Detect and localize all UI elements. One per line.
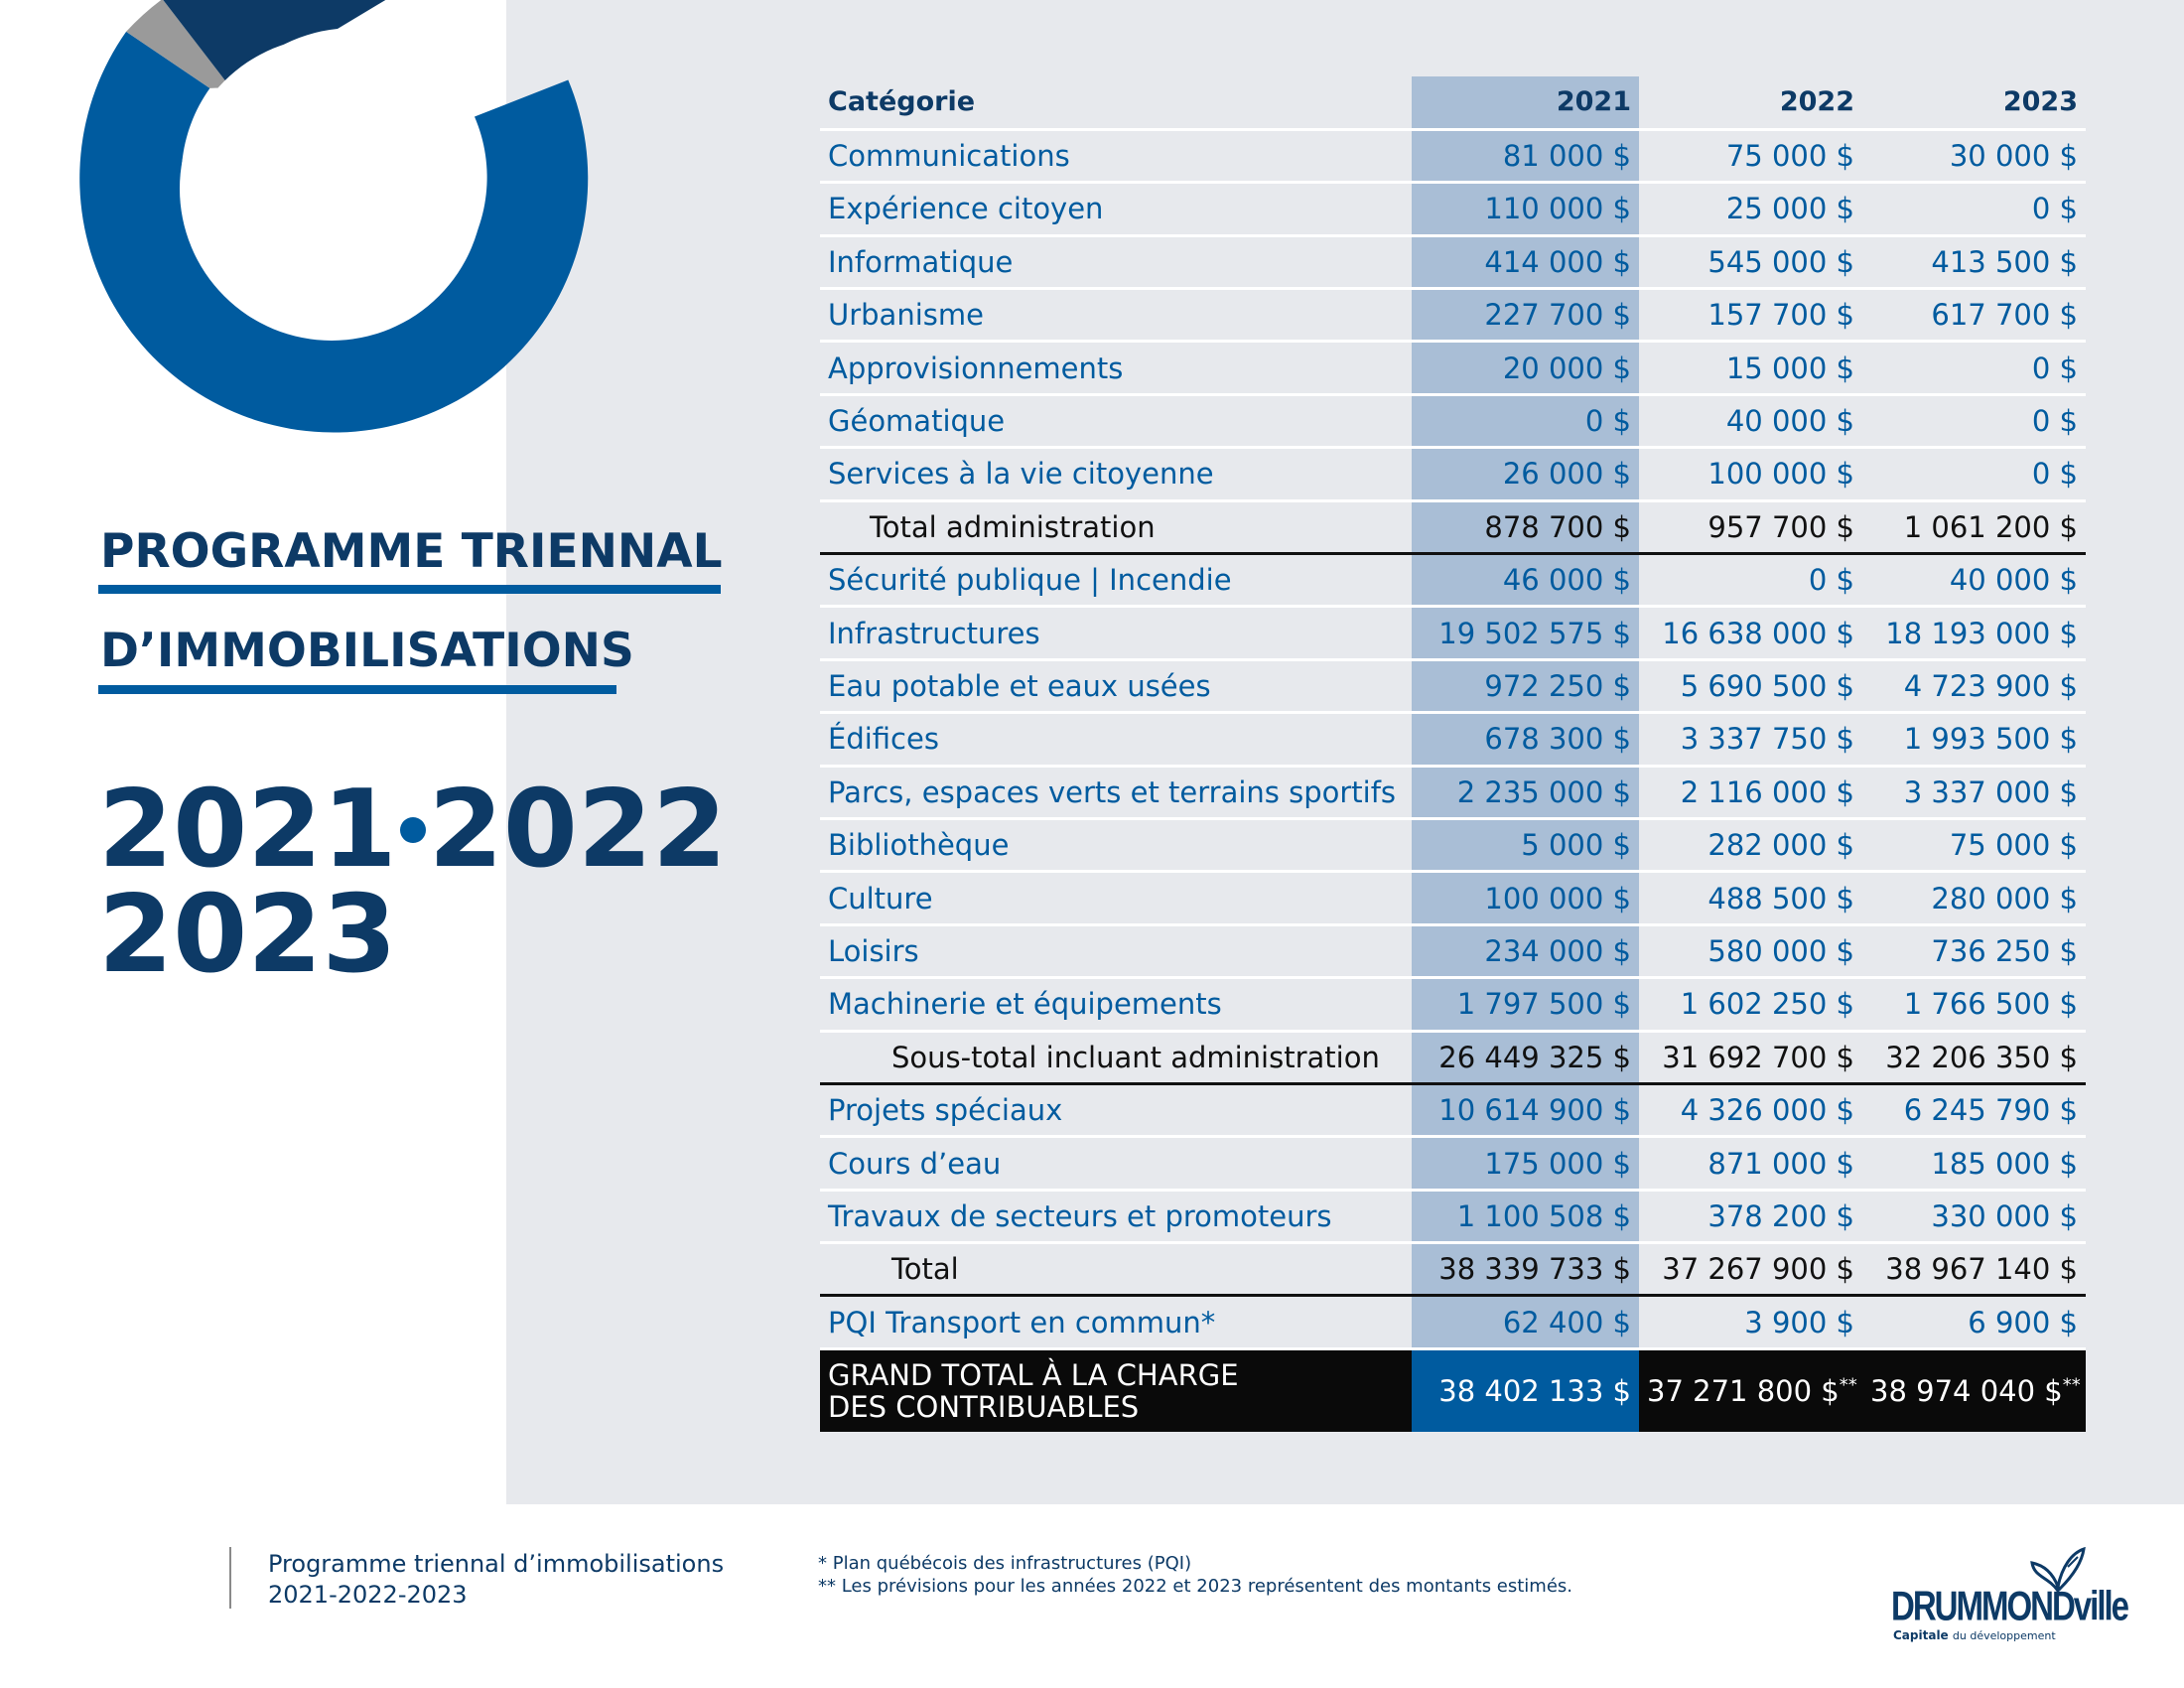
value-2023-cell: 0 $ [1862, 183, 2086, 235]
value-2022-cell: 157 700 $ [1639, 289, 1862, 342]
value-2023-cell: 32 206 350 $ [1862, 1031, 2086, 1083]
logo-wordmark: DRUMMONDville [1891, 1583, 2128, 1629]
value-2021-cell: 46 000 $ [1412, 554, 1639, 607]
category-cell: Informatique [820, 235, 1412, 288]
value-2023-cell: 4 723 900 $ [1862, 659, 2086, 712]
grand-total-2022 [1639, 1348, 1862, 1432]
value-2022-cell: 16 638 000 $ [1639, 607, 1862, 659]
value-2021-cell: 175 000 $ [1412, 1137, 1639, 1190]
value-2022-cell: 957 700 $ [1639, 500, 1862, 553]
category-cell: Sous-total incluant administration [820, 1031, 1412, 1083]
table-row [820, 394, 2086, 447]
table-body [820, 129, 2086, 1432]
table-row [820, 448, 2086, 500]
footnotes [818, 1552, 1572, 1598]
table-total-row [820, 1243, 2086, 1296]
category-cell: Machinerie et équipements [820, 978, 1412, 1031]
table-row [820, 183, 2086, 235]
footer-document-title [268, 1549, 724, 1611]
donut-hole [180, 37, 483, 341]
grand-total-label-line-1: GRAND TOTAL À LA CHARGE [828, 1358, 1239, 1393]
category-cell: Eau potable et eaux usées [820, 659, 1412, 712]
grand-total-2023 [1862, 1348, 2086, 1432]
page-title-line-1: PROGRAMME TRIENNAL [100, 524, 723, 579]
table-row [820, 659, 2086, 712]
year-2023: 2023 [98, 873, 397, 997]
table-row [820, 1083, 2086, 1136]
value-2023-cell: 40 000 $ [1862, 554, 2086, 607]
value-2022-cell: 0 $ [1639, 554, 1862, 607]
value-2022-cell: 4 326 000 $ [1639, 1083, 1862, 1136]
category-cell: Parcs, espaces verts et terrains sportifs [820, 766, 1412, 818]
category-cell: Édifices [820, 713, 1412, 766]
grand-total-label [820, 1348, 1412, 1432]
value-2021-cell: 110 000 $ [1412, 183, 1639, 235]
category-cell: Infrastructures [820, 607, 1412, 659]
value-2022-cell: 15 000 $ [1639, 342, 1862, 394]
value-2021-cell: 100 000 $ [1412, 872, 1639, 924]
grand-total-label-line-2: DES CONTRIBUABLES [828, 1390, 1140, 1425]
category-cell: Total [820, 1243, 1412, 1296]
value-2023-cell: 6 900 $ [1862, 1296, 2086, 1348]
budget-table [820, 76, 2086, 1432]
value-2022-cell: 378 200 $ [1639, 1190, 1862, 1242]
value-2023-cell: 736 250 $ [1862, 924, 2086, 977]
value-2021-cell: 414 000 $ [1412, 235, 1639, 288]
value-2023-cell: 617 700 $ [1862, 289, 2086, 342]
value-2021-cell: 26 000 $ [1412, 448, 1639, 500]
category-cell: Approvisionnements [820, 342, 1412, 394]
header-2023: 2023 [1862, 76, 2086, 129]
value-2023-cell: 330 000 $ [1862, 1190, 2086, 1242]
category-cell: Culture [820, 872, 1412, 924]
table-header-row [820, 76, 2086, 129]
category-cell: Géomatique [820, 394, 1412, 447]
bullet-dot [400, 817, 426, 843]
value-2022-cell: 25 000 $ [1639, 183, 1862, 235]
page-title-line-2: D’IMMOBILISATIONS [100, 624, 634, 678]
value-2023-cell: 30 000 $ [1862, 129, 2086, 182]
header-category: Catégorie [820, 76, 1412, 129]
value-2023-cell: 0 $ [1862, 342, 2086, 394]
value-2021-cell: 0 $ [1412, 394, 1639, 447]
category-cell: Sécurité publique | Incendie [820, 554, 1412, 607]
table-row [820, 289, 2086, 342]
table-row [820, 713, 2086, 766]
table-row [820, 129, 2086, 182]
category-cell: Services à la vie citoyenne [820, 448, 1412, 500]
value-2023-cell: 280 000 $ [1862, 872, 2086, 924]
value-2021-cell: 1 100 508 $ [1412, 1190, 1639, 1242]
footer-title-line-2: 2021-2022-2023 [268, 1581, 468, 1609]
year-2021: 2021 [98, 768, 397, 892]
logo-tagline-bold: Capitale [1893, 1628, 1949, 1642]
value-2023-cell: 185 000 $ [1862, 1137, 2086, 1190]
value-2022-cell: 75 000 $ [1639, 129, 1862, 182]
value-2023-cell: 0 $ [1862, 448, 2086, 500]
category-cell: Travaux de secteurs et promoteurs [820, 1190, 1412, 1242]
value-2023-cell: 413 500 $ [1862, 235, 2086, 288]
table-row [820, 924, 2086, 977]
grand-total-row [820, 1348, 2086, 1432]
value-2022-cell: 871 000 $ [1639, 1137, 1862, 1190]
category-cell: Cours d’eau [820, 1137, 1412, 1190]
header-2021: 2021 [1412, 76, 1639, 129]
footnote-marker: ** [2062, 1374, 2081, 1396]
value-2021-cell: 38 339 733 $ [1412, 1243, 1639, 1296]
value-2022-cell: 488 500 $ [1639, 872, 1862, 924]
value-2023-cell: 6 245 790 $ [1862, 1083, 2086, 1136]
grand-total-2022-value: 37 271 800 $ [1647, 1374, 1840, 1409]
category-cell: PQI Transport en commun* [820, 1296, 1412, 1348]
grand-total-2021-value: 38 402 133 $ [1438, 1374, 1631, 1409]
table-row [820, 1296, 2086, 1348]
value-2022-cell: 31 692 700 $ [1639, 1031, 1862, 1083]
category-cell: Total administration [820, 500, 1412, 553]
value-2022-cell: 3 337 750 $ [1639, 713, 1862, 766]
value-2022-cell: 1 602 250 $ [1639, 978, 1862, 1031]
logo-tagline-light: du développement [1952, 1629, 2056, 1642]
value-2021-cell: 878 700 $ [1412, 500, 1639, 553]
years-line-2 [98, 873, 397, 997]
table-row [820, 1137, 2086, 1190]
table-row [820, 554, 2086, 607]
value-2021-cell: 81 000 $ [1412, 129, 1639, 182]
value-2022-cell: 545 000 $ [1639, 235, 1862, 288]
drummondville-logo [1891, 1547, 2128, 1646]
value-2022-cell: 100 000 $ [1639, 448, 1862, 500]
value-2022-cell: 5 690 500 $ [1639, 659, 1862, 712]
value-2023-cell: 0 $ [1862, 394, 2086, 447]
footnote-marker: ** [1839, 1374, 1857, 1396]
value-2021-cell: 5 000 $ [1412, 818, 1639, 871]
value-2023-cell: 18 193 000 $ [1862, 607, 2086, 659]
logo-tagline [1893, 1628, 2056, 1642]
value-2023-cell: 1 993 500 $ [1862, 713, 2086, 766]
value-2021-cell: 19 502 575 $ [1412, 607, 1639, 659]
value-2021-cell: 20 000 $ [1412, 342, 1639, 394]
grand-total-2021 [1412, 1348, 1639, 1432]
footer-title-line-1: Programme triennal d’immobilisations [268, 1550, 725, 1578]
table-row [820, 342, 2086, 394]
table-total-row [820, 500, 2086, 553]
value-2021-cell: 10 614 900 $ [1412, 1083, 1639, 1136]
title-underline-2 [98, 685, 616, 694]
table-row [820, 1190, 2086, 1242]
value-2021-cell: 972 250 $ [1412, 659, 1639, 712]
footnote-pqi: * Plan québécois des infrastructures (PQI) [818, 1553, 1192, 1574]
value-2022-cell: 282 000 $ [1639, 818, 1862, 871]
category-cell: Expérience citoyen [820, 183, 1412, 235]
grand-total-2023-value: 38 974 040 $ [1870, 1374, 2063, 1409]
value-2022-cell: 3 900 $ [1639, 1296, 1862, 1348]
year-2022: 2022 [428, 768, 728, 892]
value-2023-cell: 38 967 140 $ [1862, 1243, 2086, 1296]
header-2022: 2022 [1639, 76, 1862, 129]
value-2023-cell: 3 337 000 $ [1862, 766, 2086, 818]
value-2023-cell: 1 766 500 $ [1862, 978, 2086, 1031]
table-row [820, 766, 2086, 818]
table-row [820, 872, 2086, 924]
category-cell: Communications [820, 129, 1412, 182]
title-underline-1 [98, 585, 721, 594]
value-2021-cell: 1 797 500 $ [1412, 978, 1639, 1031]
value-2022-cell: 37 267 900 $ [1639, 1243, 1862, 1296]
value-2022-cell: 2 116 000 $ [1639, 766, 1862, 818]
value-2023-cell: 1 061 200 $ [1862, 500, 2086, 553]
table-row [820, 235, 2086, 288]
value-2021-cell: 234 000 $ [1412, 924, 1639, 977]
value-2023-cell: 75 000 $ [1862, 818, 2086, 871]
value-2022-cell: 580 000 $ [1639, 924, 1862, 977]
value-2021-cell: 678 300 $ [1412, 713, 1639, 766]
table-row [820, 978, 2086, 1031]
table-total-row [820, 1031, 2086, 1083]
table-row [820, 818, 2086, 871]
category-cell: Loisirs [820, 924, 1412, 977]
value-2021-cell: 2 235 000 $ [1412, 766, 1639, 818]
value-2021-cell: 227 700 $ [1412, 289, 1639, 342]
value-2021-cell: 62 400 $ [1412, 1296, 1639, 1348]
footer-divider [229, 1547, 231, 1609]
donut-chart-decoration [0, 0, 596, 447]
footnote-estimates: ** Les prévisions pour les années 2022 et 2023 représentent des montants estimés. [818, 1576, 1573, 1597]
category-cell: Projets spéciaux [820, 1083, 1412, 1136]
category-cell: Bibliothèque [820, 818, 1412, 871]
table-row [820, 607, 2086, 659]
years-line-1 [98, 768, 728, 892]
value-2022-cell: 40 000 $ [1639, 394, 1862, 447]
category-cell: Urbanisme [820, 289, 1412, 342]
value-2021-cell: 26 449 325 $ [1412, 1031, 1639, 1083]
